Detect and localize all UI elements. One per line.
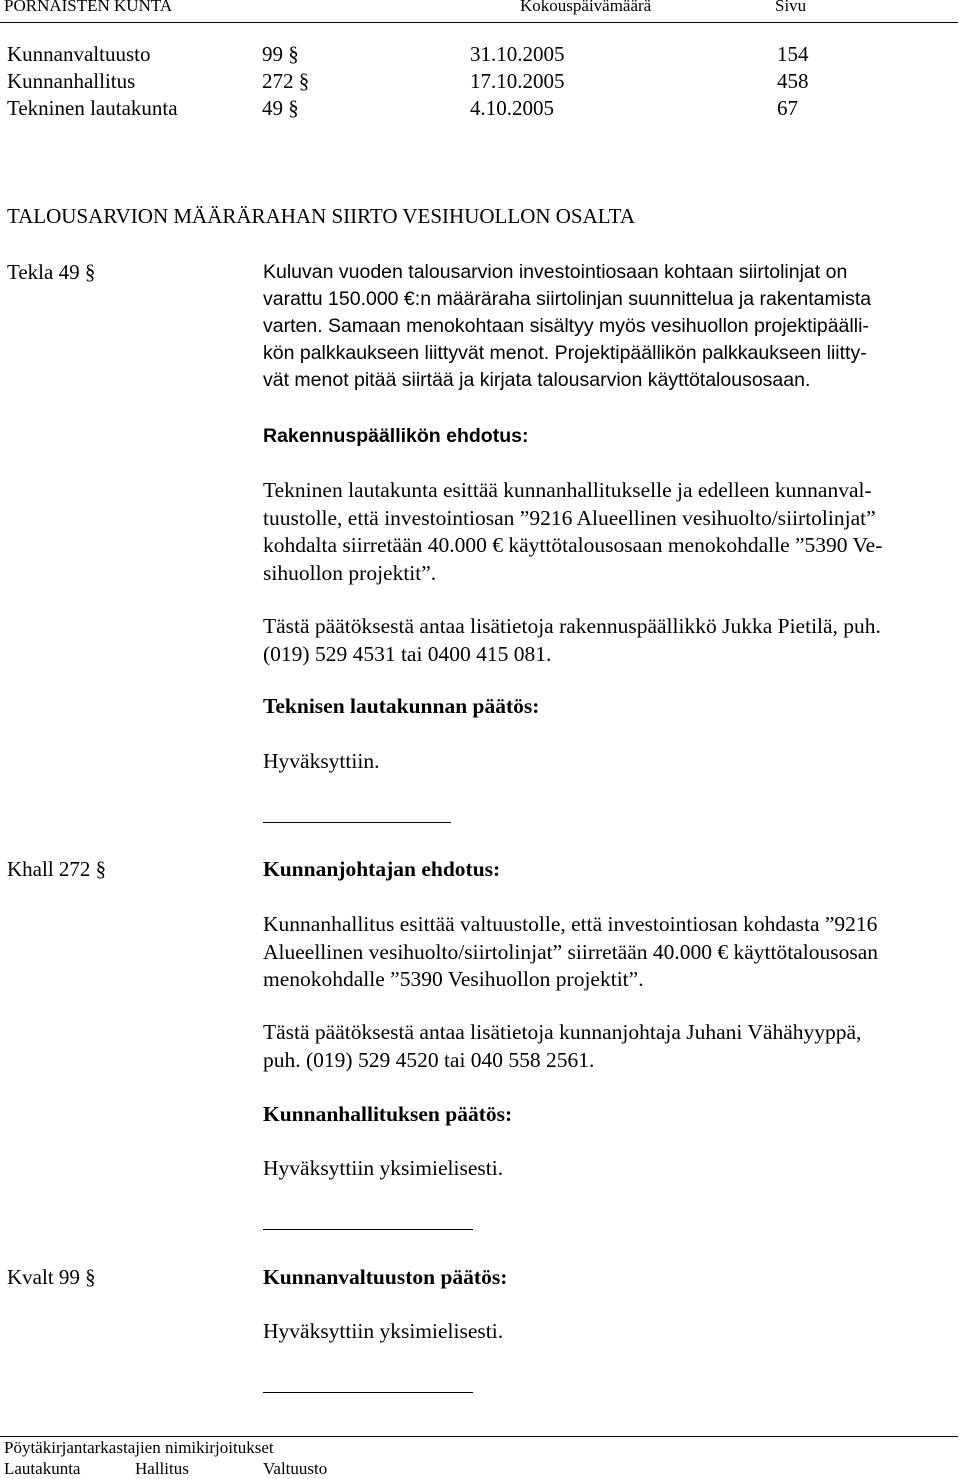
- meeting-date: 31.10.2005: [470, 42, 565, 66]
- meeting-row: [7, 96, 937, 124]
- footer-col-committee: Lautakunta: [4, 1459, 81, 1478]
- meeting-page: 154: [777, 42, 809, 66]
- decision-heading: Kunnanvaltuuston päätös:: [263, 1265, 508, 1289]
- tekla-section-label: Tekla 49 §: [7, 260, 96, 284]
- meeting-section: 99 §: [262, 42, 299, 66]
- footer-divider: [0, 1436, 958, 1437]
- meeting-section: 272 §: [262, 69, 310, 93]
- decision-text: Hyväksyttiin yksimielisesti.: [263, 1319, 504, 1343]
- meeting-date: 4.10.2005: [470, 96, 554, 120]
- header-divider: [0, 22, 958, 23]
- text-line: sihuollon projektit”.: [263, 560, 437, 585]
- text-line: Tästä päätöksestä antaa lisätietoja kunnanjohtaja Juhani Vähähyyppä,: [263, 1020, 862, 1044]
- text-line: vät menot pitää siirtää ja kirjata talousarvion käyttötalousosaan.: [263, 369, 811, 391]
- tekla-intro: [263, 259, 953, 394]
- meeting-row: [7, 42, 937, 70]
- meeting-body: Kunnanhallitus: [7, 69, 136, 93]
- text-line: kön palkkaukseen liittyvät menot. Projektipäällikön palkkaukseen liitty-: [263, 342, 867, 364]
- meeting-date: 17.10.2005: [470, 69, 565, 93]
- text-line: Kuluvan vuoden talousarvion investointiosaan kohtaan siirtolinjat on: [263, 261, 848, 283]
- decision-heading: Kunnanhallituksen päätös:: [263, 1102, 513, 1126]
- text-line: kohdalta siirretään 40.000 € käyttötalousosaan menokohdalle ”5390 Ve-: [263, 533, 883, 557]
- tekla-info: [263, 613, 953, 668]
- meeting-page: 458: [777, 69, 809, 93]
- meeting-section: 49 §: [262, 96, 299, 120]
- page-label: Sivu: [775, 0, 807, 15]
- text-line: Tästä päätöksestä antaa lisätietoja rakennuspäällikkö Jukka Pietilä, puh.: [263, 614, 881, 638]
- text-line: varten. Samaan menokohtaan sisältyy myös vesihuollon projektipäälli-: [263, 315, 869, 337]
- text-line: Tekninen lautakunta esittää kunnanhallitukselle ja edelleen kunnanval-: [263, 478, 872, 502]
- khall-info: [263, 1019, 953, 1074]
- meeting-body: Kunnanvaltuusto: [7, 42, 151, 66]
- text-line: tuustolle, että investointiosan ”9216 Alueellinen vesihuolto/siirtolinjat”: [263, 505, 876, 530]
- khall-proposal: [263, 911, 953, 994]
- meeting-body: Tekninen lautakunta: [7, 96, 178, 120]
- kvalt-section-label: Kvalt 99 §: [7, 1265, 96, 1289]
- separator-line: [263, 1392, 473, 1393]
- text-line: varattu 150.000 €:n määräraha siirtolinjan suunnittelua ja rakentamista: [263, 288, 872, 310]
- proposal-heading: Rakennuspäällikön ehdotus:: [263, 425, 529, 447]
- decision-heading: Teknisen lautakunnan päätös:: [263, 694, 540, 718]
- footer-columns: [0, 1459, 960, 1478]
- meeting-row: [7, 69, 937, 97]
- meeting-date-label: Kokouspäivämäärä: [520, 0, 652, 15]
- footer-title: Pöytäkirjantarkastajien nimikirjoitukset: [4, 1438, 274, 1457]
- khall-section-label: Khall 272 §: [7, 857, 107, 881]
- document-title: TALOUSARVION MÄÄRÄRAHAN SIIRTO VESIHUOLLON OSALTA: [7, 204, 635, 228]
- org-name: PORNAISTEN KUNTA: [4, 0, 173, 15]
- separator-line: [263, 822, 451, 823]
- footer-col-council: Valtuusto: [263, 1459, 328, 1478]
- tekla-proposal: [263, 477, 953, 587]
- decision-text: Hyväksyttiin.: [263, 749, 380, 773]
- text-line: (019) 529 4531 tai 0400 415 081.: [263, 641, 552, 666]
- text-line: Alueellinen vesihuolto/siirtolinjat” siirretään 40.000 € käyttötalousosan: [263, 939, 879, 964]
- proposal-heading: Kunnanjohtajan ehdotus:: [263, 857, 501, 881]
- text-line: Kunnanhallitus esittää valtuustolle, että investointiosan kohdasta ”9216: [263, 912, 878, 936]
- text-line: menokohdalle ”5390 Vesihuollon projektit”.: [263, 967, 644, 991]
- meeting-page: 67: [777, 96, 798, 120]
- text-line: puh. (019) 529 4520 tai 040 558 2561.: [263, 1047, 595, 1072]
- decision-text: Hyväksyttiin yksimielisesti.: [263, 1156, 504, 1180]
- page-header: [0, 0, 960, 20]
- footer-col-board: Hallitus: [135, 1459, 189, 1478]
- separator-line: [263, 1229, 473, 1230]
